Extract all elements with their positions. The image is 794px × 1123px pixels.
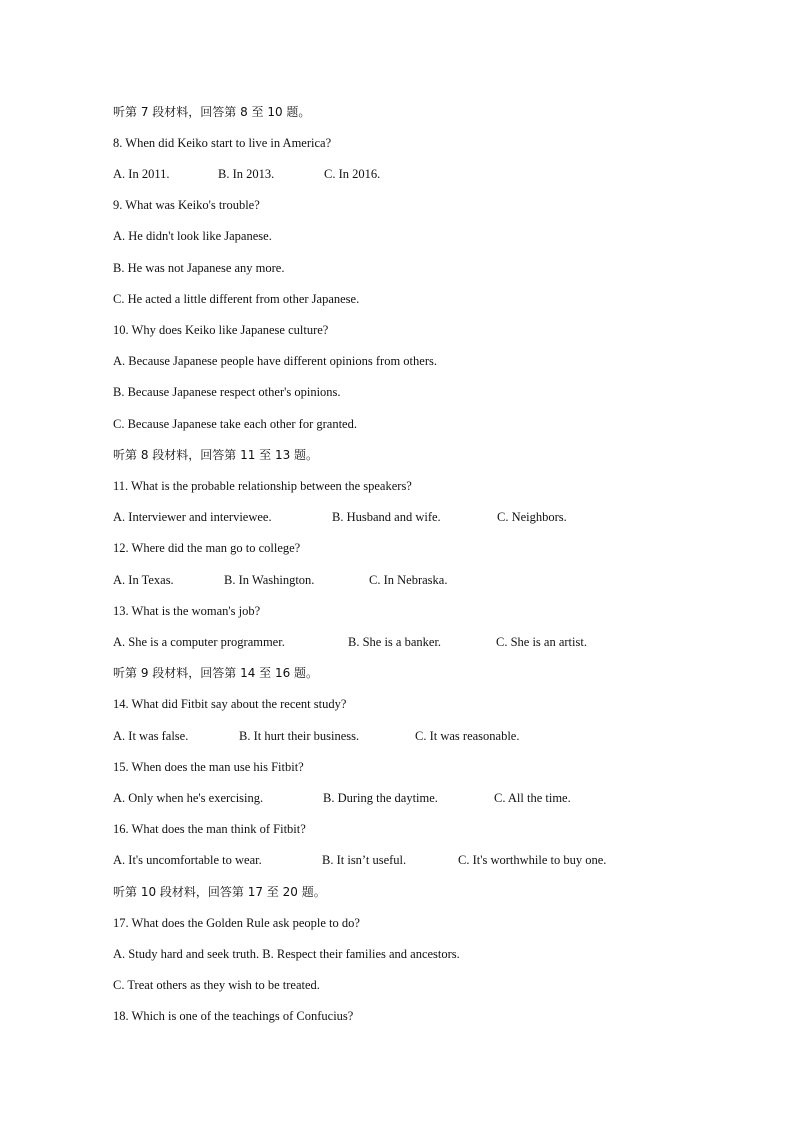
question-12: 12. Where did the man go to college? bbox=[113, 541, 301, 555]
question-11: 11. What is the probable relationship between the speakers? bbox=[113, 479, 412, 493]
option-line: B. Because Japanese respect other's opinions. bbox=[113, 385, 341, 399]
section-heading: 听第 10 段材料，回答第 17 至 20 题。 bbox=[113, 885, 326, 899]
section-heading: 听第 8 段材料，回答第 11 至 13 题。 bbox=[113, 448, 319, 462]
option-line: A. Study hard and seek truth. B. Respect their families and ancestors. bbox=[113, 947, 460, 961]
option-line: A. He didn't look like Japanese. bbox=[113, 229, 272, 243]
question-8: 8. When did Keiko start to live in America? bbox=[113, 136, 332, 150]
option-c: C. It's worthwhile to buy one. bbox=[458, 853, 607, 867]
question-18: 18. Which is one of the teachings of Confucius? bbox=[113, 1009, 354, 1023]
option-line: C. Treat others as they wish to be treated. bbox=[113, 978, 320, 992]
option-b: B. It hurt their business. bbox=[239, 729, 360, 743]
option-b: B. In 2013. bbox=[218, 167, 275, 181]
option-c: C. Neighbors. bbox=[497, 510, 567, 524]
question-13: 13. What is the woman's job? bbox=[113, 604, 261, 618]
option-a: A. In 2011. bbox=[113, 167, 170, 181]
option-line: A. Because Japanese people have different opinions from others. bbox=[113, 354, 437, 368]
option-b: B. She is a banker. bbox=[348, 635, 442, 649]
question-9: 9. What was Keiko's trouble? bbox=[113, 198, 260, 212]
option-a: A. Only when he's exercising. bbox=[113, 791, 264, 805]
option-c: C. It was reasonable. bbox=[415, 729, 520, 743]
question-15: 15. When does the man use his Fitbit? bbox=[113, 760, 304, 774]
section-heading: 听第 7 段材料，回答第 8 至 10 题。 bbox=[113, 105, 311, 119]
option-b: B. In Washington. bbox=[224, 573, 315, 587]
option-a: A. She is a computer programmer. bbox=[113, 635, 285, 649]
option-a: A. It's uncomfortable to wear. bbox=[113, 853, 262, 867]
option-b: B. Husband and wife. bbox=[332, 510, 441, 524]
option-a: A. It was false. bbox=[113, 729, 189, 743]
question-10: 10. Why does Keiko like Japanese culture? bbox=[113, 323, 329, 337]
option-a: A. In Texas. bbox=[113, 573, 174, 587]
option-c: C. In Nebraska. bbox=[369, 573, 448, 587]
option-c: C. All the time. bbox=[494, 791, 571, 805]
option-line: C. Because Japanese take each other for granted. bbox=[113, 417, 357, 431]
option-c: C. She is an artist. bbox=[496, 635, 587, 649]
question-14: 14. What did Fitbit say about the recent study? bbox=[113, 697, 347, 711]
option-b: B. It isn’t useful. bbox=[322, 853, 407, 867]
option-b: B. During the daytime. bbox=[323, 791, 438, 805]
option-line: B. He was not Japanese any more. bbox=[113, 261, 285, 275]
section-heading: 听第 9 段材料，回答第 14 至 16 题。 bbox=[113, 666, 319, 680]
question-17: 17. What does the Golden Rule ask people to do? bbox=[113, 916, 360, 930]
option-a: A. Interviewer and interviewee. bbox=[113, 510, 272, 524]
option-line: C. He acted a little different from other Japanese. bbox=[113, 292, 360, 306]
option-c: C. In 2016. bbox=[324, 167, 381, 181]
question-16: 16. What does the man think of Fitbit? bbox=[113, 822, 306, 836]
